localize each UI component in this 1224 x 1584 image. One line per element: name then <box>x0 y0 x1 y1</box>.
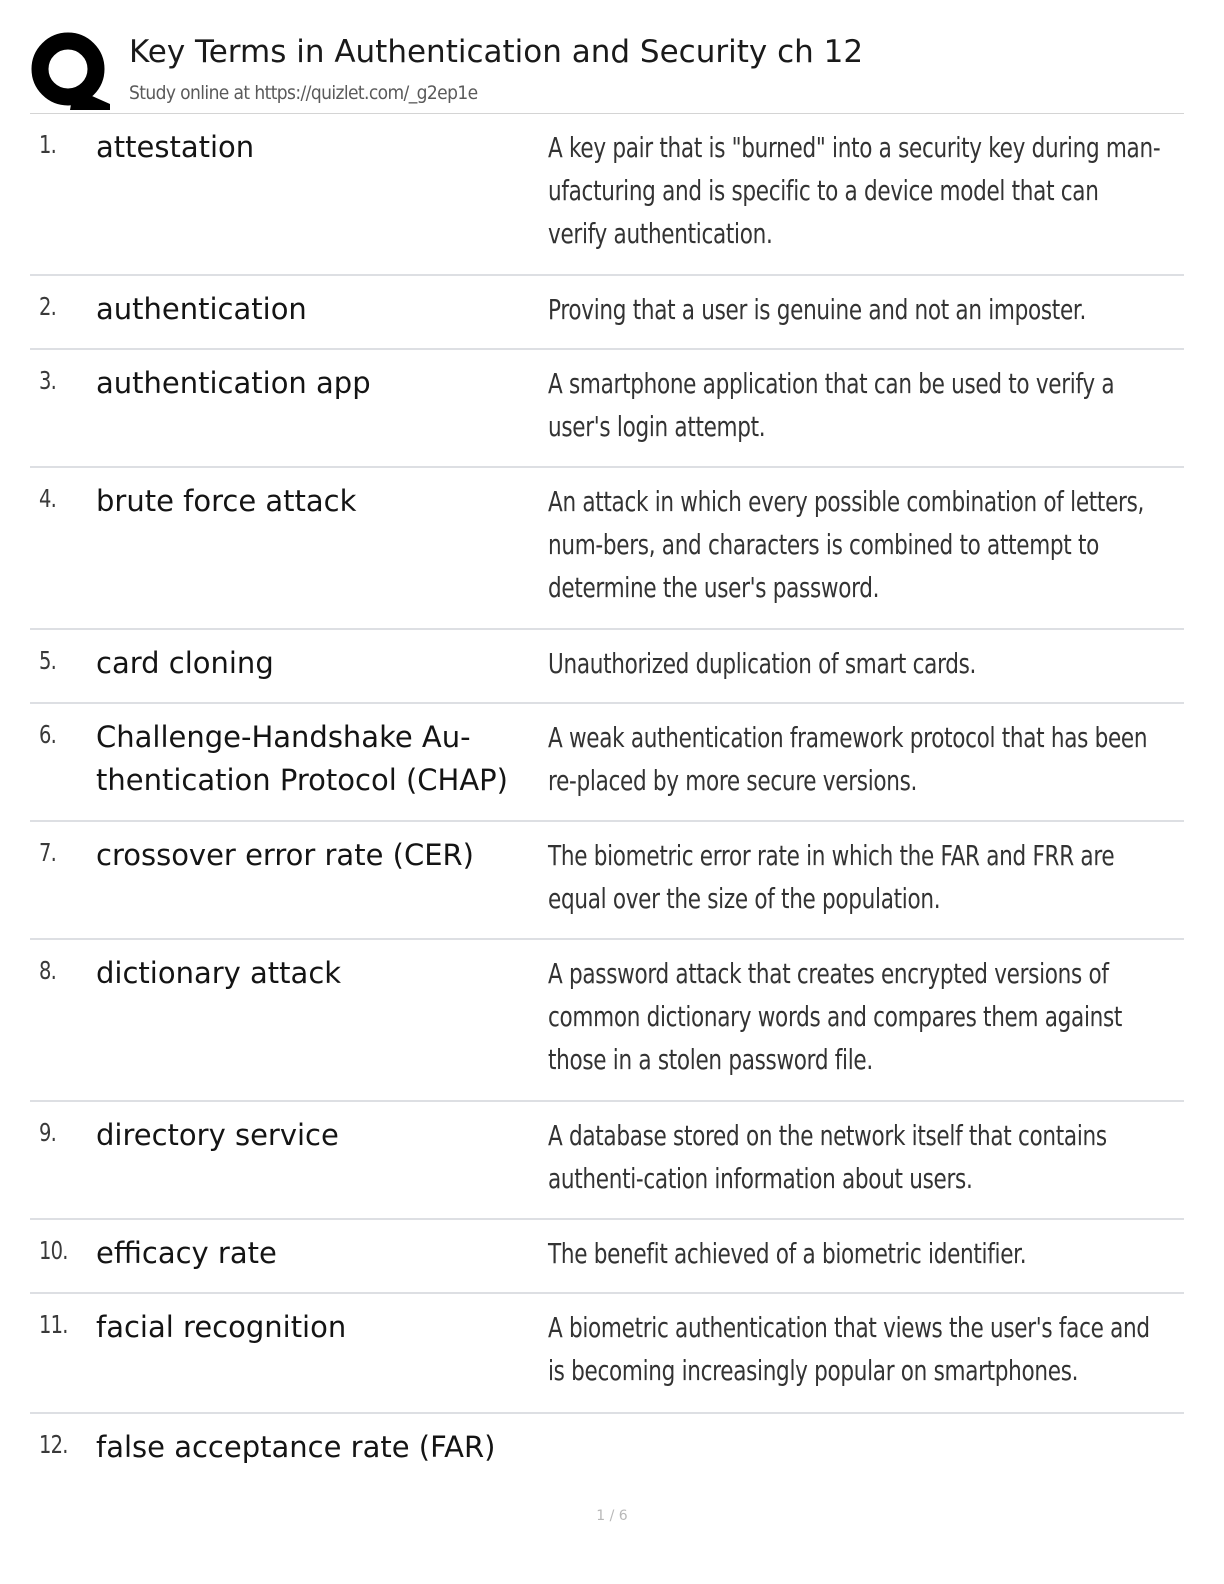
term-name: authentication <box>96 292 307 326</box>
term-number: 8. <box>39 956 57 985</box>
term-row <box>30 940 1184 1102</box>
term-number: 7. <box>39 838 57 867</box>
term-row <box>30 630 1184 704</box>
term-row <box>30 276 1184 350</box>
term-name: crossover error rate (CER) <box>96 838 474 872</box>
study-link-text: Study online at https://quizlet.com/_g2ep1e <box>129 82 478 104</box>
term-definition: A weak authentication framework protocol that has been re-placed by more secure versions. <box>548 721 1148 797</box>
term-number: 4. <box>39 484 57 513</box>
term-definition: A biometric authentication that views the user's face and is becoming increasingly popular on smartphones. <box>548 1311 1150 1387</box>
quizlet-logo-icon <box>30 30 110 110</box>
term-row <box>30 1414 1184 1488</box>
term-row <box>30 1102 1184 1220</box>
term-name: directory service <box>96 1118 339 1152</box>
term-row <box>30 822 1184 940</box>
term-definition: Proving that a user is genuine and not an imposter. <box>548 293 1087 326</box>
term-name: brute force attack <box>96 484 357 518</box>
term-name: attestation <box>96 130 255 164</box>
term-definition: A password attack that creates encrypted versions of common dictionary words and compares them against those in a stolen password file. <box>548 957 1123 1076</box>
term-definition: A smartphone application that can be used to verify a user's login attempt. <box>548 367 1115 443</box>
term-number: 5. <box>39 646 57 675</box>
page-title: Key Terms in Authentication and Security ch 12 <box>129 34 864 70</box>
term-row <box>30 350 1184 468</box>
term-number: 2. <box>39 292 57 321</box>
term-name: card cloning <box>96 646 274 680</box>
term-definition: Unauthorized duplication of smart cards. <box>548 647 977 680</box>
term-name: false acceptance rate (FAR) <box>96 1430 496 1464</box>
term-name: facial recognition <box>96 1310 347 1344</box>
term-number: 12. <box>39 1430 68 1459</box>
term-number: 3. <box>39 366 57 395</box>
term-row <box>30 1220 1184 1294</box>
term-definition: An attack in which every possible combination of letters, num-bers, and characters is combined to attempt to determine the user's password. <box>548 485 1145 604</box>
page-header <box>30 28 1184 114</box>
term-definition: A key pair that is "burned" into a security key during man-ufacturing and is specific to a device model that can verify authentication. <box>548 131 1161 250</box>
term-definition: The biometric error rate in which the FAR and FRR are equal over the size of the population. <box>548 839 1115 915</box>
term-number: 1. <box>39 130 57 159</box>
term-row <box>30 114 1184 276</box>
term-definition: The benefit achieved of a biometric identifier. <box>548 1237 1027 1270</box>
term-row <box>30 468 1184 630</box>
term-list <box>30 114 1184 1488</box>
page-number: 1 / 6 <box>596 1508 628 1524</box>
term-name: Challenge-Handshake Au-thentication Protocol (CHAP) <box>96 720 508 797</box>
term-name: efficacy rate <box>96 1236 277 1270</box>
term-name: dictionary attack <box>96 956 342 990</box>
term-row <box>30 704 1184 822</box>
term-number: 10. <box>39 1236 68 1265</box>
term-row <box>30 1294 1184 1414</box>
term-definition: A database stored on the network itself that contains authenti-cation information about users. <box>548 1119 1107 1195</box>
term-name: authentication app <box>96 366 371 400</box>
term-number: 11. <box>39 1310 68 1339</box>
term-number: 6. <box>39 720 57 749</box>
term-number: 9. <box>39 1118 57 1147</box>
